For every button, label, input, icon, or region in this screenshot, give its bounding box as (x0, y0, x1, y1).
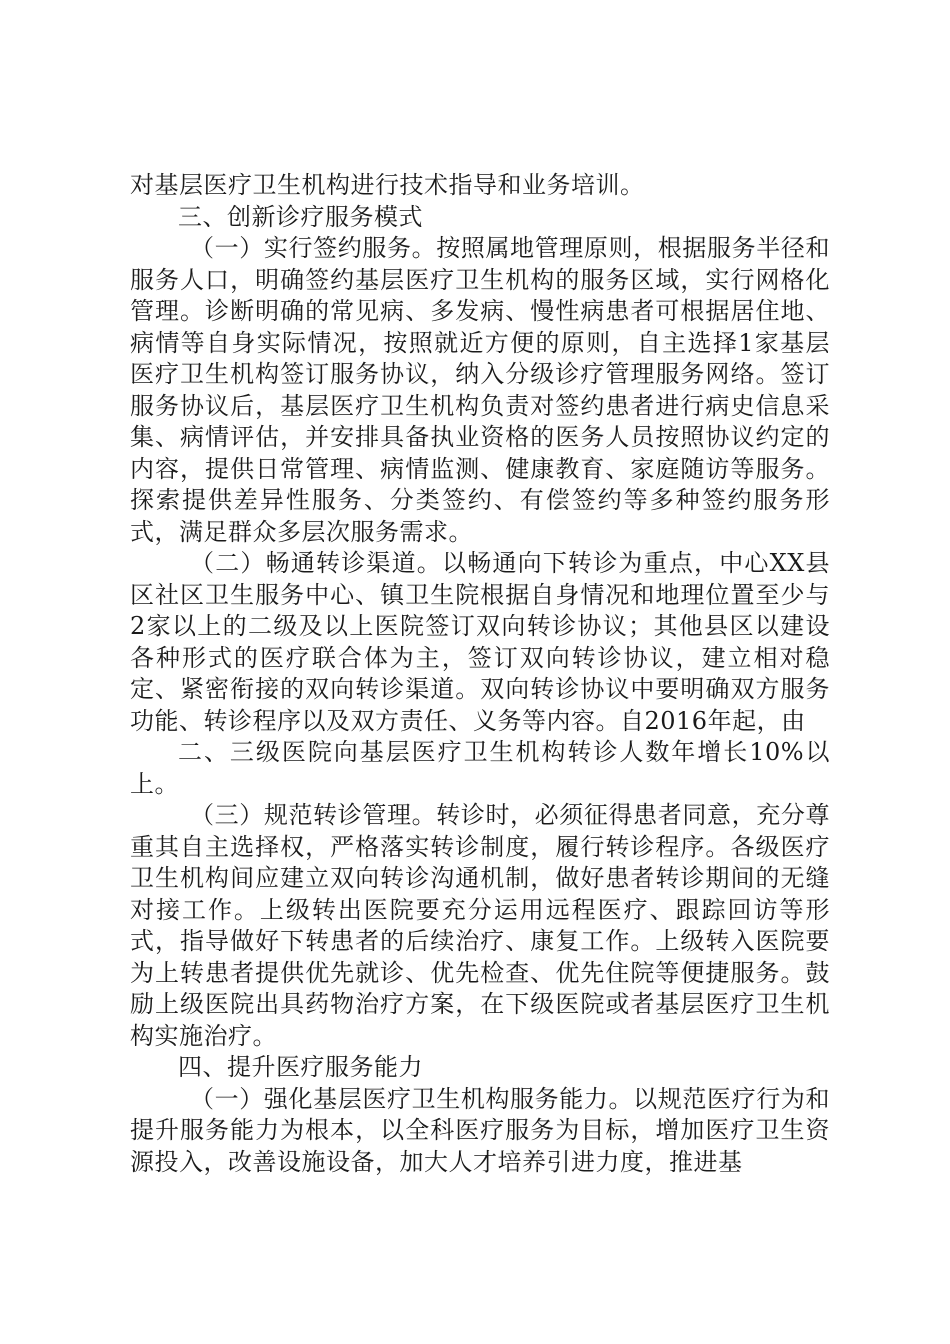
paragraph-referral-growth: 二、三级医院向基层医疗卫生机构转诊人数年增长10%以上。 (130, 738, 830, 798)
paragraph-signing-service: （一）实行签约服务。按照属地管理原则，根据服务半径和服务人口，明确签约基层医疗卫生机构的服务区域，实行网格化管理。诊断明确的常见病、多发病、慢性病患者可根据居住地、病情等自身实际情况，按照就近方便的原则，自主选择1家基层医疗卫生机构签订服务协议，纳入分级诊疗管理服务网络。签订服务协议后，基层医疗卫生机构负责对签约患者进行病史信息采集、病情评估，并安排具备执业资格的医务人员按照协议约定的内容，提供日常管理、病情监测、健康教育、家庭随访等服务。探索提供差异性服务、分类签约、有偿签约等多种签约服务形式，满足群众多层次服务需求。 (130, 234, 830, 546)
section-heading-4: 四、提升医疗服务能力 (178, 1053, 423, 1081)
paragraph-referral-channels: （二）畅通转诊渠道。以畅通向下转诊为重点，中心XX县区社区卫生服务中心、镇卫生院根据自身情况和地理位置至少与2家以上的二级及以上医院签订双向转诊协议；其他县区以建设各种形式的医疗联合体为主，签订双向转诊协议，建立相对稳定、紧密衔接的双向转诊渠道。双向转诊协议中要明确双方服务功能、转诊程序以及双方责任、义务等内容。自2016年起，由 (130, 549, 830, 735)
document-body (130, 170, 830, 1178)
paragraph-referral-management: （三）规范转诊管理。转诊时，必须征得患者同意，充分尊重其自主选择权，严格落实转诊制度，履行转诊程序。各级医疗卫生机构间应建立双向转诊沟通机制，做好患者转诊期间的无缝对接工作。上级转出医院要充分运用远程医疗、跟踪回访等形式，指导做好下转患者的后续治疗、康复工作。上级转入医院要为上转患者提供优先就诊、优先检查、优先住院等便捷服务。鼓励上级医院出具药物治疗方案，在下级医院或者基层医疗卫生机构实施治疗。 (130, 801, 830, 1050)
paragraph-continuation: 对基层医疗卫生机构进行技术指导和业务培训。 (130, 171, 645, 199)
section-heading-3: 三、创新诊疗服务模式 (178, 202, 423, 231)
paragraph-primary-care-capacity: （一）强化基层医疗卫生机构服务能力。以规范医疗行为和提升服务能力为根本，以全科医疗服务为目标，增加医疗卫生资源投入，改善设施设备，加大人才培养引进力度，推进基 (130, 1084, 830, 1176)
